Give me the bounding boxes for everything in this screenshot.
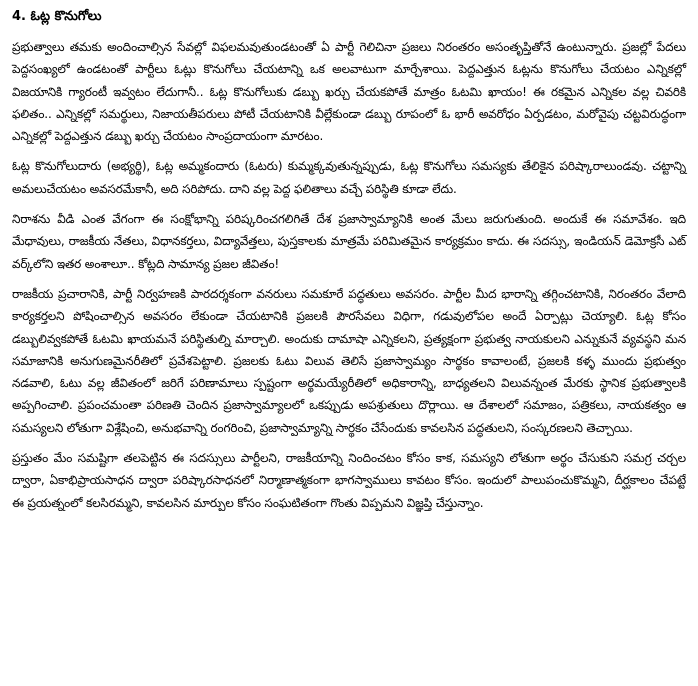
paragraph-3: నిరాశను వీడి ఎంత వేగంగా ఈ సంక్షోభాన్ని పరిష్కరించగలిగితే దేశ ప్రజాస్వామ్యానికి అంత మేలు జరుగుతుంది. అందుకే ఈ సమావేశం. ఇది మేధావులు, రాజకీయ నేతలు, విధానకర్తలు, విద్యావేత్తలు, పుస్తకాలకు మాత్రమే పరిమితమైన కార్యక్రమం కాదు. ఈ సదస్సు, ఇండియన్ డెమోక్రసీ ఎట్ వర్క్‌లోని ఇతర అంశాలూ.. కోట్లది సామాన్య ప్రజల జీవితం!	[12, 212, 686, 271]
paragraph-1: ప్రభుత్వాలు తమకు అందించాల్సిన సేవల్లో విఫలమవుతుండటంతో ఏ పార్టీ గెలిచినా ప్రజలు నిరంతరం అసంతృప్తితోనే ఉంటున్నారు. ప్రజల్లో పేదలు పెద్దసంఖ్యలో ఉండటంతో పార్టీలు ఓట్లు కొనుగోలు చేయటాన్ని ఒక అలవాటుగా మార్చేశాయి. పెద్దఎత్తున ఓట్లను కొనుగోలు చేయటం ఎన్నికల్లో విజయానికి గ్యారంటీ ఇవ్వటం లేదుగానీ.. ఓట్ల కొనుగోలుకు డబ్బు ఖర్చు చేయకపోతే మాత్రం ఓటమి ఖాయం! ఈ రకమైన ఎన్నికల వల్ల చివరికి ఫలితం.. ఎన్నికల్లో సమర్థులు, నిజాయతీపరులు పోటీ చేయటానికి వీల్లేకుండా డబ్బు రూపంలో ఓ భారీ అవరోధం ఏర్పడటం, మరోవైపు చట్టవిరుద్ధంగా ఎన్నికల్లో పెద్దఎత్తున డబ్బు ఖర్చు చేయటం సాంప్రదాయంగా మారటం.	[12, 40, 686, 144]
paragraph-2: ఓట్ల కొనుగోలుదారు (అభ్యర్థి), ఓట్ల అమ్మకందారు (ఓటరు) కుమ్మక్కవుతున్నప్పుడు, ఓట్ల కొనుగోలు సమస్యకు తేలికైన పరిష్కారాలుండవు. చట్టాన్ని అమలుచేయటం అవసరమేకానీ, అది సరిపోదు. దాని వల్ల పెద్ద ఫలితాలు వచ్చే పరిస్థితి కూడా లేదు.	[12, 159, 686, 196]
paragraph-5: ప్రస్తుతం మేం సమష్టిగా తలపెట్టిన ఈ సదస్సులు పార్టీలని, రాజకీయాన్ని నిందించటం కోసం కాక, సమస్యని లోతుగా అర్థం చేసుకుని సమగ్ర చర్చల ద్వారా, ఏకాభిప్రాయసాధన ద్వారా పరిష్కారసాధనలో నిర్మాణాత్మకంగా భాగస్వాములు కావటం కోసం. ఇందులో పాలుపంచుకొమ్మని, దీర్ఘకాలం చేపట్టే ఈ ప్రయత్నంలో కలసిరమ్మని, కావలసిన మార్పుల కోసం సంఘటితంగా గొంతు విప్పమని విజ్ఞప్తి చేస్తున్నాం.	[12, 451, 686, 510]
paragraph-4: రాజకీయ ప్రచారానికి, పార్టీ నిర్వహణకి పారదర్శకంగా వనరులు సమకూరే పద్ధతులు అవసరం. పార్టీల మీద భారాన్ని తగ్గించటానికి, నిరంతరం వేలాది కార్యకర్తలని పోషించాల్సిన అవసరం లేకుండా చేయటానికి ప్రజలకి పౌరసేవలు విధిగా, గడువులోపల అందే ఏర్పాట్లు చెయ్యాలి. ఓట్ల కోసం డబ్బులివ్వకపోతే ఓటమి ఖాయమనే పరిస్థితుల్ని మార్చాలి. అందుకు దామాషా ఎన్నికలని, ప్రత్యక్షంగా ప్రభుత్వ నాయకులని ఎన్నుకునే వ్యవస్థని మన సమాజానికి అనుగుణమైనరీతిలో ప్రవేశపెట్టాలి. ప్రజలకు ఓటు విలువ తెలిసే ప్రజాస్వామ్యం సార్థకం కావాలంటే, ప్రజలకి కళ్ళ ముందు ప్రభుత్వం నడవాలి, ఓటు వల్ల జీవితంలో జరిగే పరిణామాలు స్పష్టంగా అర్థమయ్యేరీతిలో అధికారాన్ని, బాధ్యతలని విలువన్నంత మేరకు స్థానిక ప్రభుత్వాలకి అప్పగించాలి. ప్రపంచమంతా పరిణతి చెందిన ప్రజాస్వామ్యాలలో ఒకప్పుడు అపశ్రుతులు దొర్లాయి. ఆ దేశాలలో సమాజం, పత్రికలు, నాయకత్వం ఆ సమస్యలని లోతుగా విశ్లేషించి, అనుభవాన్ని రంగరించి, ప్రజాస్వామ్యాన్ని సార్థకం చేసేందుకు కావలసిన పద్ధతులని, సంస్కరణలని తెచ్చాయి.	[12, 286, 686, 435]
section-heading: 4. ఓట్ల కొనుగోలు	[12, 9, 102, 24]
